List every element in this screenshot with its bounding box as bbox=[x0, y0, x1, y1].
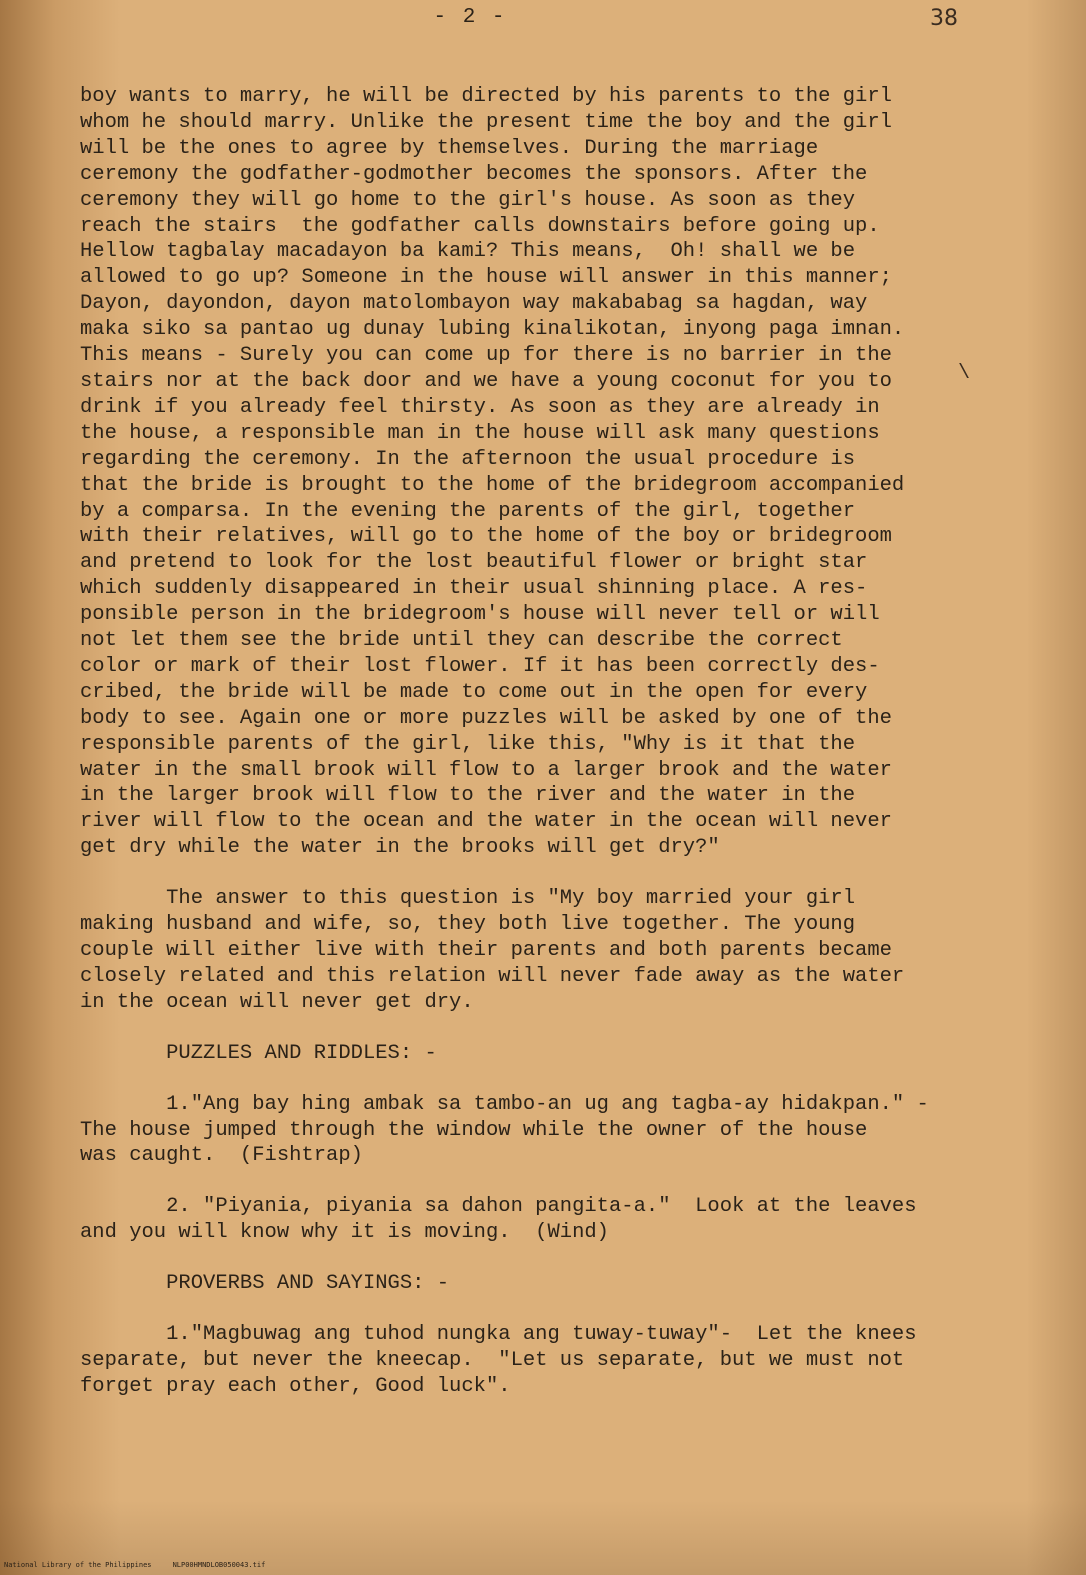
text-line: drink if you already feel thirsty. As soon as they are already in bbox=[80, 395, 880, 419]
text-line: whom he should marry. Unlike the present time the boy and the girl bbox=[80, 110, 892, 134]
text-line: forget pray each other, Good luck". bbox=[80, 1374, 511, 1398]
text-line: 2. "Piyania, piyania sa dahon pangita-a." Look at the leaves bbox=[80, 1195, 917, 1219]
section-heading-puzzles: PUZZLES AND RIDDLES: - bbox=[80, 1041, 437, 1065]
text-line: and you will know why it is moving. (Wind) bbox=[80, 1221, 609, 1245]
text-line: allowed to go up? Someone in the house will answer in this manner; bbox=[80, 266, 892, 290]
text-line: will be the ones to agree by themselves. During the marriage bbox=[80, 136, 819, 160]
text-line: couple will either live with their parents and both parents became bbox=[80, 939, 892, 962]
text-line: The house jumped through the window while the owner of the house bbox=[80, 1118, 868, 1142]
text-line: ceremony the godfather-godmother becomes the sponsors. After the bbox=[80, 162, 868, 186]
text-line: closely related and this relation will never fade away as the water bbox=[80, 964, 905, 988]
text-line: not let them see the bride until they can describe the correct bbox=[80, 629, 843, 653]
pen-mark: \ bbox=[958, 362, 971, 385]
text-line: the house, a responsible man in the house will ask many questions bbox=[80, 421, 880, 445]
proverb-item-1 bbox=[80, 1322, 940, 1400]
text-line: boy wants to marry, he will be directed by his parents to the girl bbox=[80, 85, 892, 108]
text-line: maka siko sa pantao ug dunay lubing kinalikotan, inyong paga imnan. bbox=[80, 318, 905, 342]
paragraph-gap bbox=[80, 1016, 940, 1041]
text-line: river will flow to the ocean and the water in the ocean will never bbox=[80, 810, 892, 834]
text-line: with their relatives, will go to the home of the boy or bridegroom bbox=[80, 525, 892, 549]
text-line: that the bride is brought to the home of the bridegroom accompanied bbox=[80, 473, 905, 497]
text-line: in the ocean will never get dry. bbox=[80, 990, 474, 1014]
riddle-item-2 bbox=[80, 1194, 940, 1246]
text-line: water in the small brook will flow to a larger brook and the water bbox=[80, 758, 892, 782]
text-line: The answer to this question is "My boy married your girl bbox=[80, 887, 856, 911]
paragraph-gap bbox=[80, 1297, 940, 1322]
text-line: get dry while the water in the brooks will get dry?" bbox=[80, 836, 720, 860]
paragraph-marriage-custom bbox=[80, 84, 940, 861]
paragraph-gap bbox=[80, 1246, 940, 1271]
text-line: making husband and wife, so, they both live together. The young bbox=[80, 913, 856, 937]
section-heading-proverbs: PROVERBS AND SAYINGS: - bbox=[80, 1272, 450, 1296]
text-line: responsible parents of the girl, like this, "Why is it that the bbox=[80, 732, 856, 756]
page-label: - 2 - bbox=[433, 6, 507, 29]
text-line: reach the stairs the godfather calls downstairs before going up. bbox=[80, 214, 880, 238]
text-line: ponsible person in the bridegroom's house will never tell or will bbox=[80, 603, 880, 627]
text-line: Dayon, dayondon, dayon matolombayon way makababag sa hagdan, way bbox=[80, 292, 868, 316]
text-line: 1."Ang bay hing ambak sa tambo-an ug ang tagba-ay hidakpan." - bbox=[80, 1092, 929, 1116]
paragraph-gap bbox=[80, 1067, 940, 1092]
text-line: in the larger brook will flow to the river and the water in the bbox=[80, 784, 856, 808]
text-line: and pretend to look for the lost beautiful flower or bright star bbox=[80, 551, 868, 575]
text-line: regarding the ceremony. In the afternoon the usual procedure is bbox=[80, 447, 856, 471]
text-line: was caught. (Fishtrap) bbox=[80, 1144, 363, 1168]
archive-footer: National Library of the Philippines NLP00HMNDLOB050043.tif bbox=[4, 1561, 266, 1569]
text-line: body to see. Again one or more puzzles will be asked by one of the bbox=[80, 706, 892, 730]
paragraph-gap bbox=[80, 1169, 940, 1194]
text-line: which suddenly disappeared in their usual shinning place. A res- bbox=[80, 577, 868, 601]
text-line: 1."Magbuwag ang tuhod nungka ang tuway-tuway"- Let the knees bbox=[80, 1323, 917, 1347]
text-line: cribed, the bride will be made to come out in the open for every bbox=[80, 680, 868, 704]
riddle-item-1 bbox=[80, 1092, 940, 1170]
text-line: by a comparsa. In the evening the parents of the girl, together bbox=[80, 499, 856, 523]
handwritten-page-number: 38 bbox=[930, 6, 958, 31]
text-line: separate, but never the kneecap. "Let us separate, but we must not bbox=[80, 1348, 905, 1372]
paragraph-gap bbox=[80, 861, 940, 886]
text-line: This means - Surely you can come up for there is no barrier in the bbox=[80, 344, 892, 368]
paragraph-answer bbox=[80, 886, 940, 1016]
text-line: Hellow tagbalay macadayon ba kami? This means, Oh! shall we be bbox=[80, 240, 856, 264]
document-body bbox=[80, 84, 940, 1400]
text-line: color or mark of their lost flower. If it has been correctly des- bbox=[80, 654, 880, 678]
text-line: ceremony they will go home to the girl's house. As soon as they bbox=[80, 188, 856, 212]
text-line: stairs nor at the back door and we have a young coconut for you to bbox=[80, 369, 892, 393]
